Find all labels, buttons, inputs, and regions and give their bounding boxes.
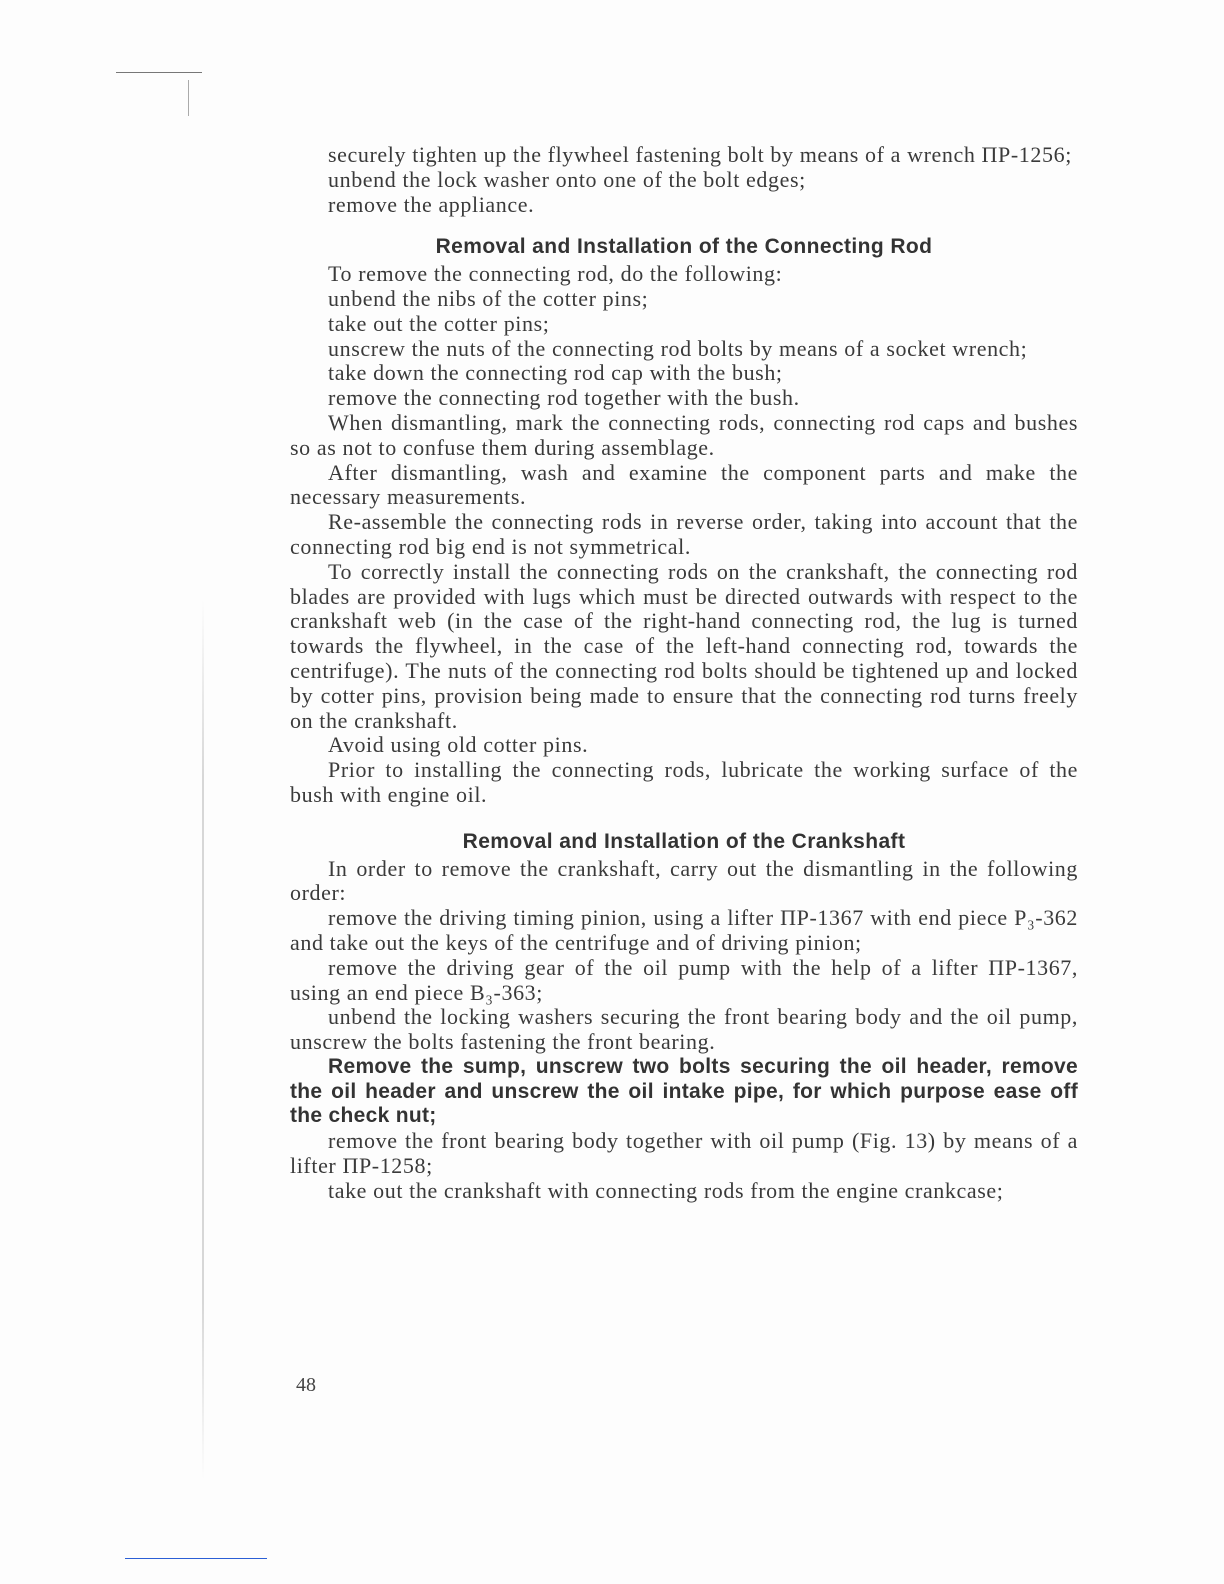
gutter-tick: [188, 80, 189, 116]
paragraph: remove the front bearing body together with oil pump (Fig. 13) by means of a lifter ПР-1258;: [290, 1128, 1078, 1179]
paragraph: In order to remove the crankshaft, carry out the dismantling in the following order:: [290, 855, 1078, 906]
top-rule: [116, 72, 202, 73]
page-number: 48: [296, 1374, 316, 1396]
paragraph: To correctly install the connecting rods on the crankshaft, the connecting rod blades are provided with lugs which must be directed outwards with respect to the crankshaft web (in the case of the right-hand connecting rod, the lug is turned towards the flywheel, in the case of the left-hand connecting rod, towards the centrifuge). The nuts of the connecting rod bolts should be tightened up and locked by cotter pins, provision being made to ensure that the connecting rod turns freely on the crankshaft.: [290, 558, 1078, 733]
paragraph: Re-assemble the connecting rods in reverse order, taking into account that the connecting rod big end is not symmetrical.: [290, 509, 1078, 559]
paragraph: take out the cotter pins;: [328, 310, 550, 336]
paragraph: remove the connecting rod together with the bush.: [328, 385, 800, 411]
paragraph: remove the appliance.: [328, 191, 535, 217]
binding-shadow: [202, 600, 204, 1480]
bold-paragraph: Remove the sump, unscrew two bolts securing the oil header, remove the oil header and unscrew the oil intake pipe, for which purpose ease off the check nut;: [290, 1054, 1078, 1128]
paragraph: remove the driving timing pinion, using a lifter ПР-1367 with end piece Р₃-362 and take out the keys of the centrifuge and of driving pinion;: [290, 905, 1078, 955]
paragraph: When dismantling, mark the connecting rods, connecting rod caps and bushes so as not to confuse them during assemblage.: [290, 409, 1078, 460]
paragraph: unbend the locking washers securing the front bearing body and the oil pump, unscrew the bolts fastening the front bearing.: [290, 1004, 1078, 1055]
paragraph: remove the driving gear of the oil pump with the help of a lifter ПР-1367, using an end piece В₃-363;: [290, 954, 1078, 1005]
bottom-rule: [125, 1558, 267, 1559]
paragraph: take out the crankshaft with connecting rods from the engine crankcase;: [328, 1177, 1004, 1203]
body-text: [290, 143, 1078, 1204]
paragraph: unbend the nibs of the cotter pins;: [328, 285, 649, 311]
paragraph: Prior to installing the connecting rods, lubricate the working surface of the bush with engine oil.: [290, 757, 1078, 807]
section-heading-connecting-rod: Removal and Installation of the Connecting Rod: [435, 235, 933, 259]
section-heading-crankshaft: Removal and Installation of the Crankshaft: [462, 829, 906, 853]
paragraph: Avoid using old cotter pins.: [328, 732, 589, 758]
paragraph: unbend the lock washer onto one of the bolt edges;: [328, 166, 806, 192]
paragraph: After dismantling, wash and examine the component parts and make the necessary measurements.: [290, 459, 1078, 510]
paragraph: unscrew the nuts of the connecting rod bolts by means of a socket wrench;: [328, 335, 1028, 361]
paragraph: securely tighten up the flywheel fastening bolt by means of a wrench ПР-1256;: [328, 142, 1072, 167]
paragraph: take down the connecting rod cap with the bush;: [328, 360, 783, 386]
paragraph: To remove the connecting rod, do the following:: [328, 261, 783, 287]
